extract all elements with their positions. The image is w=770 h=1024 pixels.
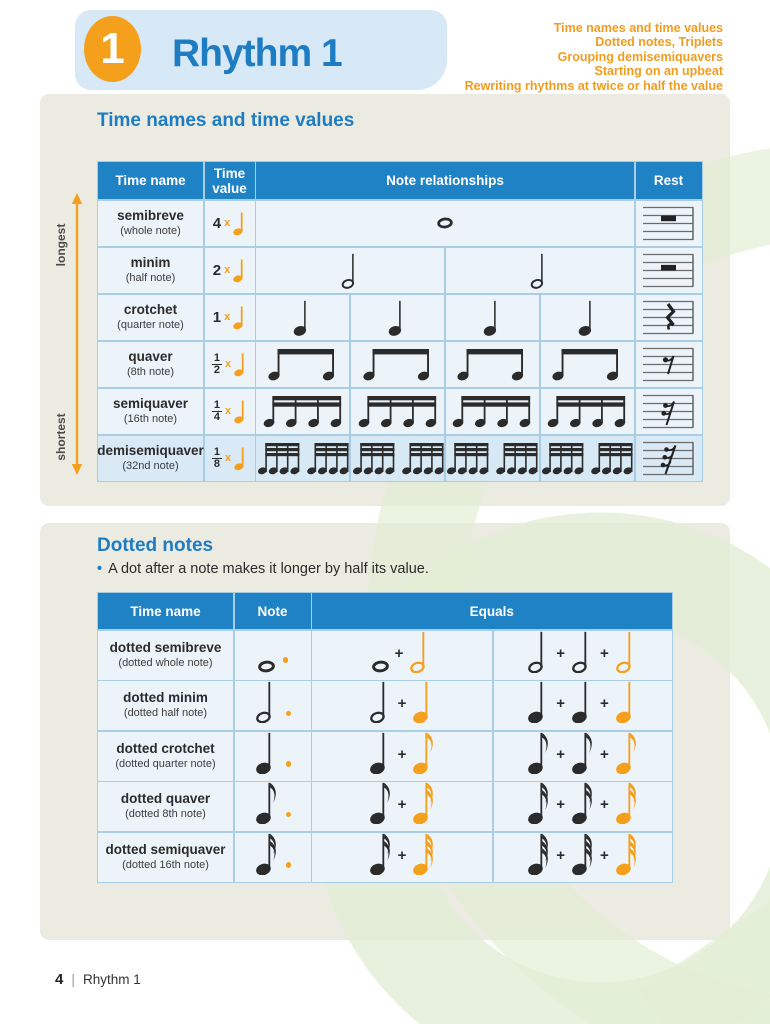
note-group-cell — [351, 389, 444, 435]
eighth-note-icon — [526, 730, 551, 774]
time-name-alt: (dotted half note) — [123, 707, 208, 719]
note-relationships-cell — [256, 389, 634, 435]
note-group-cell — [446, 436, 539, 482]
eighth-note-icon — [411, 730, 436, 774]
rest-cell — [636, 342, 702, 388]
time-name: crotchet — [123, 301, 178, 317]
plus-symbol: + — [600, 695, 609, 712]
half-note-icon — [526, 629, 551, 673]
bullet-text: A dot after a note makes it longer by half its value. — [108, 561, 429, 577]
chapter-number-badge — [84, 16, 141, 82]
times-symbol: x — [224, 217, 231, 230]
time-name-cell — [98, 295, 203, 341]
dotted-note-cell — [235, 681, 311, 730]
beamed-quavers-icon — [552, 347, 622, 381]
time-value-fraction: $\frac{1}{4}$ — [213, 398, 220, 423]
equals-second-cell — [494, 681, 672, 730]
topic-list — [303, 21, 723, 93]
time-name-alt: (dotted 16th note) — [122, 858, 209, 871]
dotted-note-cell — [235, 631, 311, 680]
eighth-note-icon — [614, 730, 639, 774]
time-name: demisemiquaver — [97, 442, 204, 458]
column-header: Note — [235, 593, 311, 629]
quarter-note-icon — [614, 679, 639, 723]
quarter-note-icon — [482, 298, 503, 336]
topic-item: Starting on an upbeat — [594, 64, 723, 79]
time-value-cell — [205, 436, 255, 482]
beamed-demisemiquavers-icon — [257, 441, 349, 475]
thirtysecond-note-icon — [411, 831, 436, 875]
note-group-cell — [446, 389, 539, 435]
note-group-cell — [541, 436, 634, 482]
quarter-note-icon — [292, 298, 313, 336]
whole-rest-icon — [642, 202, 696, 244]
beamed-quavers-icon — [457, 347, 527, 381]
time-value-number: 4 — [212, 214, 222, 232]
time-name-cell — [98, 389, 203, 435]
times-symbol: x — [224, 264, 231, 277]
time-name: dotted minim — [123, 690, 208, 705]
rest-cell — [636, 436, 702, 482]
time-value-fraction: $\frac{1}{8}$ — [213, 445, 220, 470]
time-value-number: 1 — [212, 308, 222, 326]
equals-first-cell — [312, 782, 492, 831]
page-footer — [55, 971, 141, 988]
beamed-quavers-icon — [363, 347, 433, 381]
column-header: Equals — [312, 593, 672, 629]
equals-second-cell — [494, 631, 672, 680]
semiquaver-rest-icon — [642, 390, 696, 432]
equals-first-cell — [312, 833, 492, 882]
note-group-cell — [446, 295, 539, 341]
eighth-note-icon — [254, 780, 279, 824]
bullet-icon: • — [97, 561, 103, 577]
augmentation-dot — [283, 657, 289, 663]
half-note-icon — [614, 629, 639, 673]
half-note-icon — [529, 251, 550, 289]
footer-chapter: Rhythm 1 — [82, 972, 141, 987]
half-note-icon — [570, 629, 595, 673]
plus-symbol: + — [556, 644, 565, 662]
note-group-cell — [541, 295, 634, 341]
sixteenth-note-icon — [570, 780, 595, 824]
sixteenth-note-icon — [614, 780, 639, 824]
plus-symbol: + — [556, 846, 565, 864]
note-group-cell — [256, 295, 349, 341]
note-group-cell — [256, 248, 444, 294]
half-note-icon — [340, 251, 361, 289]
crotchet-icon — [234, 445, 247, 471]
plus-symbol: + — [394, 644, 404, 662]
time-name-cell — [98, 436, 203, 482]
plus-symbol: + — [600, 846, 609, 864]
quarter-note-icon — [526, 679, 551, 723]
note-group-cell — [256, 342, 349, 388]
scale-label-shortest: shortest — [54, 413, 68, 461]
time-name-cell — [98, 201, 203, 247]
plus-symbol: + — [397, 745, 407, 763]
beamed-demisemiquavers-icon — [541, 441, 633, 475]
whole-note-icon — [436, 217, 454, 229]
crotchet-rest-icon — [642, 296, 696, 338]
note-group-cell — [541, 389, 634, 435]
time-name: dotted semiquaver — [105, 841, 226, 857]
equals-second-cell — [494, 732, 672, 781]
time-name: dotted crotchet — [116, 740, 215, 756]
page-title: Rhythm 1 — [172, 32, 342, 75]
plus-symbol: + — [397, 695, 407, 712]
note-group-cell — [256, 436, 349, 482]
times-symbol: x — [225, 405, 232, 418]
times-symbol: x — [225, 358, 232, 371]
time-name-cell — [98, 833, 233, 882]
time-name-alt: (dotted whole note) — [118, 656, 213, 669]
quarter-note-icon — [570, 679, 595, 723]
eighth-note-icon — [570, 730, 595, 774]
whole-note-icon — [257, 660, 276, 673]
quarter-note-icon — [368, 730, 393, 774]
plus-symbol: + — [600, 745, 609, 763]
beamed-demisemiquavers-icon — [352, 441, 444, 475]
augmentation-dot — [286, 711, 292, 717]
time-name-cell — [98, 732, 233, 781]
note-group-cell — [541, 342, 634, 388]
quarter-note-icon — [411, 679, 436, 723]
augmentation-dot — [286, 862, 292, 868]
note-group-cell — [256, 201, 634, 247]
eighth-note-icon — [368, 780, 393, 824]
plus-symbol: + — [397, 846, 407, 864]
time-name-alt: (dotted quarter note) — [115, 757, 216, 770]
time-name-cell — [98, 342, 203, 388]
column-header: Note relationships — [256, 162, 634, 199]
rest-cell — [636, 389, 702, 435]
beamed-semiquavers-icon — [547, 394, 627, 428]
dotted-notes-table — [97, 592, 673, 883]
beamed-semiquavers-icon — [358, 394, 438, 428]
time-name: minim — [130, 254, 171, 270]
time-value-cell — [205, 389, 255, 435]
note-group-cell — [256, 389, 349, 435]
time-name: quaver — [128, 348, 173, 364]
time-value-cell — [205, 342, 255, 388]
column-header: Time value — [205, 162, 255, 199]
plus-symbol: + — [556, 745, 565, 763]
scale-label-longest: longest — [54, 223, 68, 267]
time-name-alt: (8th note) — [126, 365, 175, 378]
quarter-note-icon — [387, 298, 408, 336]
crotchet-icon — [233, 304, 246, 330]
note-relationships-cell — [256, 295, 634, 341]
time-name-cell — [98, 631, 233, 680]
column-header: Rest — [636, 162, 702, 199]
rest-cell — [636, 248, 702, 294]
crotchet-icon — [233, 257, 246, 283]
time-value-cell — [205, 295, 255, 341]
time-values-table — [97, 161, 703, 482]
time-name: semiquaver — [112, 395, 189, 411]
note-group-cell — [446, 248, 634, 294]
chapter-number: 1 — [100, 24, 125, 73]
note-group-cell — [351, 436, 444, 482]
dotted-note-cell — [235, 732, 311, 781]
equals-first-cell — [312, 732, 492, 781]
equals-first-cell — [312, 631, 492, 680]
footer-page-number: 4 — [55, 971, 64, 988]
topic-item: Rewriting rhythms at twice or half the value — [464, 78, 723, 93]
crotchet-icon — [234, 398, 247, 424]
crotchet-icon — [233, 210, 246, 236]
thirtysecond-note-icon — [526, 831, 551, 875]
half-note-icon — [368, 679, 393, 723]
section1-title: Time names and time values — [97, 110, 355, 131]
note-relationships-cell — [256, 201, 634, 247]
plus-symbol: + — [600, 796, 609, 813]
quaver-rest-icon — [642, 343, 696, 385]
note-relationships-cell — [256, 342, 634, 388]
time-name-alt: (32nd note) — [122, 459, 179, 472]
time-value-cell — [205, 248, 255, 294]
dotted-note-cell — [235, 782, 311, 831]
time-name-cell — [98, 681, 233, 730]
thirtysecond-note-icon — [614, 831, 639, 875]
time-value-fraction: $\frac{1}{2}$ — [213, 351, 220, 376]
note-group-cell — [351, 342, 444, 388]
time-name-alt: (half note) — [125, 271, 176, 284]
dotted-notes-rule — [97, 561, 429, 577]
topic-item: Grouping demisemiquavers — [557, 49, 723, 64]
time-name-cell — [98, 248, 203, 294]
time-value-number: 2 — [212, 261, 222, 279]
plus-symbol: + — [397, 796, 407, 813]
beamed-demisemiquavers-icon — [446, 441, 538, 475]
sixteenth-note-icon — [411, 780, 436, 824]
beamed-quavers-icon — [268, 347, 338, 381]
time-name-alt: (quarter note) — [117, 318, 184, 331]
note-group-cell — [351, 295, 444, 341]
half-rest-icon — [642, 249, 696, 291]
sixteenth-note-icon — [254, 831, 279, 875]
half-note-icon — [254, 679, 279, 723]
topic-item: Time names and time values — [553, 21, 723, 35]
section2-title: Dotted notes — [97, 535, 214, 556]
duration-scale-arrow — [68, 193, 86, 475]
equals-second-cell — [494, 833, 672, 882]
time-name: dotted quaver — [120, 791, 211, 806]
times-symbol: x — [225, 452, 232, 465]
quarter-note-icon — [254, 730, 279, 774]
time-name: dotted semibreve — [109, 639, 222, 655]
topic-item: Dotted notes, Triplets — [595, 35, 723, 50]
augmentation-dot — [286, 761, 292, 767]
time-name-alt: (16th note) — [123, 412, 178, 425]
crotchet-icon — [234, 351, 247, 377]
equals-second-cell — [494, 782, 672, 831]
plus-symbol: + — [556, 695, 565, 712]
dotted-note-cell — [235, 833, 311, 882]
whole-note-icon — [371, 660, 390, 673]
equals-first-cell — [312, 681, 492, 730]
column-header: Time name — [98, 593, 233, 629]
plus-symbol: + — [600, 644, 609, 662]
time-name-alt: (whole note) — [120, 224, 181, 237]
column-header: Time name — [98, 162, 203, 199]
footer-divider: | — [71, 971, 75, 987]
note-relationships-cell — [256, 436, 634, 482]
thirtysecond-note-icon — [570, 831, 595, 875]
plus-symbol: + — [556, 796, 565, 813]
time-name-cell — [98, 782, 233, 831]
quarter-note-icon — [577, 298, 598, 336]
time-name: semibreve — [117, 207, 184, 223]
rest-cell — [636, 295, 702, 341]
rest-cell — [636, 201, 702, 247]
augmentation-dot — [286, 812, 292, 818]
beamed-semiquavers-icon — [452, 394, 532, 428]
demisemiquaver-rest-icon — [642, 437, 696, 479]
note-relationships-cell — [256, 248, 634, 294]
time-name-alt: (dotted 8th note) — [125, 808, 206, 820]
half-note-icon — [408, 629, 433, 673]
sixteenth-note-icon — [526, 780, 551, 824]
time-value-cell — [205, 201, 255, 247]
sixteenth-note-icon — [368, 831, 393, 875]
note-group-cell — [446, 342, 539, 388]
times-symbol: x — [224, 311, 231, 324]
beamed-semiquavers-icon — [263, 394, 343, 428]
